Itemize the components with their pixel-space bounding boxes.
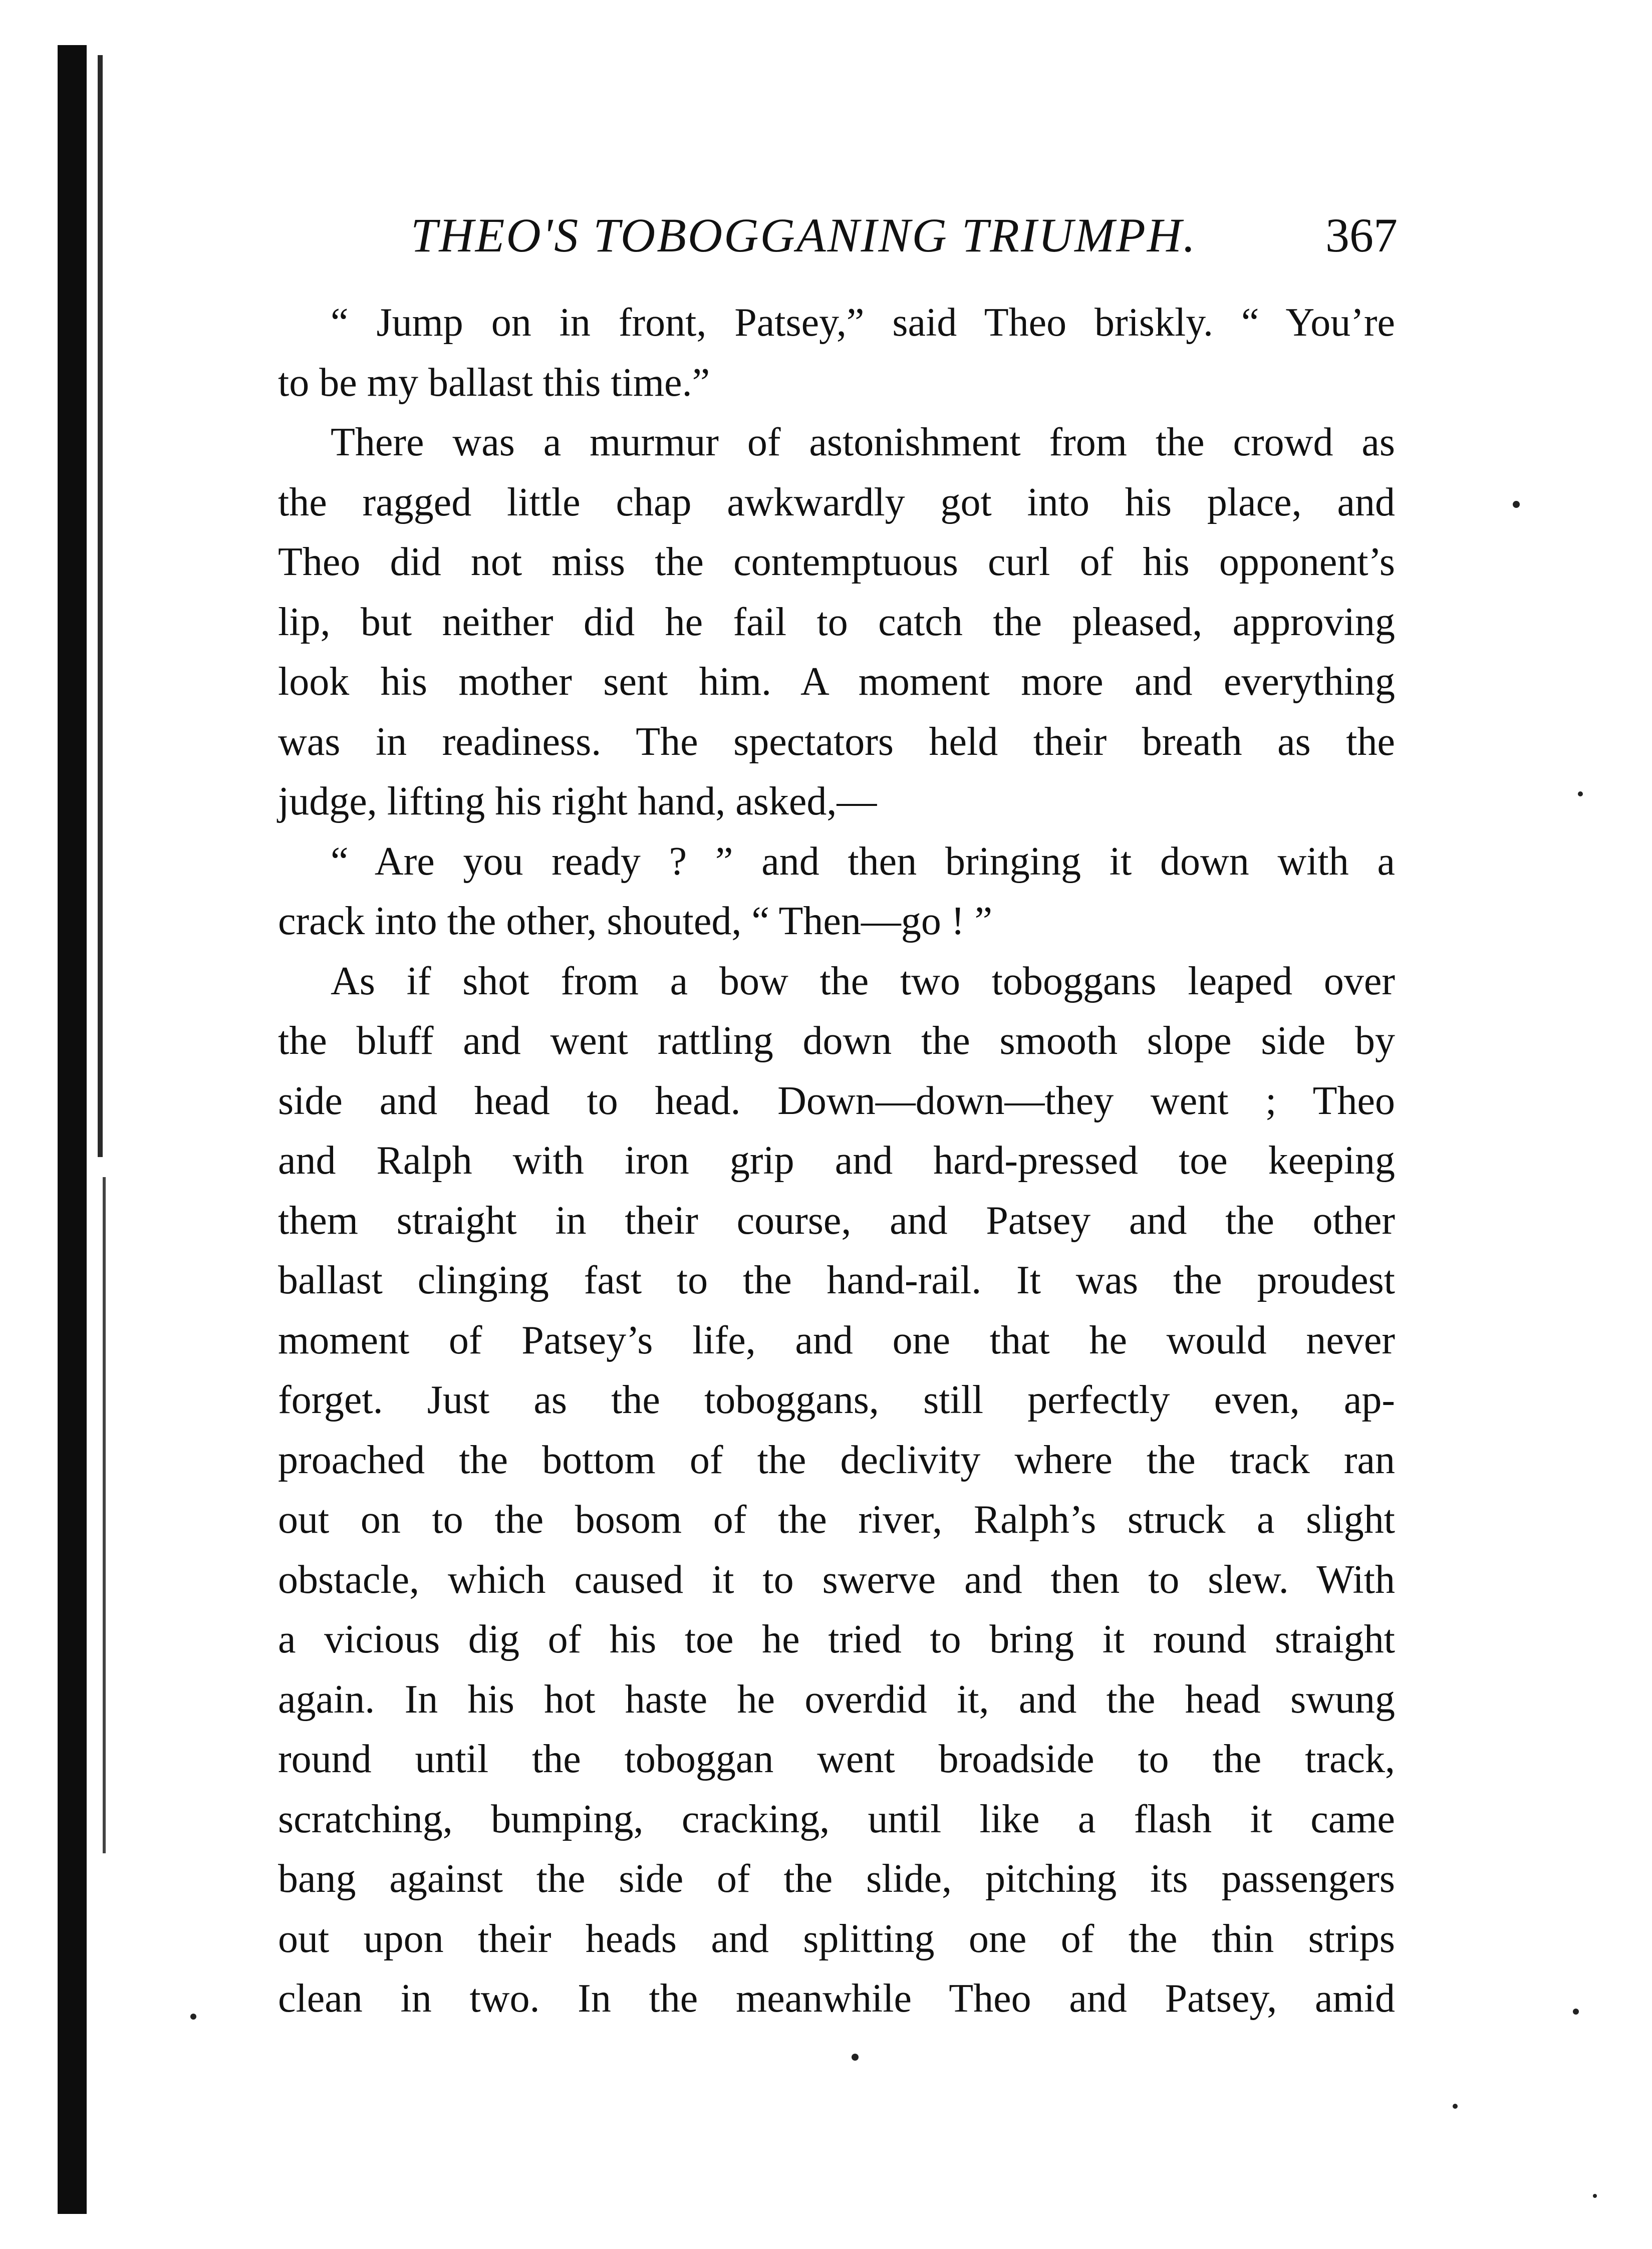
text-line: a vicious dig of his toe he tried to bring it round straight — [278, 1617, 1395, 1661]
text-line: judge, lifting his right hand, asked,— — [278, 779, 877, 823]
text-line: moment of Patsey’s life, and one that he would never — [278, 1318, 1395, 1362]
text-line: “ Jump on in front, Patsey,” said Theo briskly. “ You’re — [331, 301, 1395, 345]
text-line: and Ralph with iron grip and hard-pressed toe keeping — [278, 1139, 1395, 1183]
scan-speck — [1453, 2104, 1458, 2109]
text-line: out on to the bosom of the river, Ralph’s struck a slight — [278, 1498, 1395, 1542]
text-line: As if shot from a bow the two toboggans leaped over — [331, 959, 1395, 1003]
page-number: 367 — [1325, 208, 1398, 262]
scan-speck — [1593, 2194, 1597, 2198]
scan-speck — [190, 2014, 196, 2020]
text-line: again. In his hot haste he overdid it, and the head swung — [278, 1677, 1395, 1722]
page-binding-line — [98, 55, 103, 1157]
text-line: ballast clinging fast to the hand-rail. It was the proudest — [278, 1258, 1395, 1302]
scan-speck — [1578, 791, 1583, 796]
text-line: lip, but neither did he fail to catch the pleased, approving — [278, 600, 1395, 644]
text-line: proached the bottom of the declivity where the track ran — [278, 1438, 1395, 1482]
running-head — [281, 200, 1398, 270]
text-line: was in readiness. The spectators held their breath as the — [278, 719, 1395, 764]
running-title: THEO'S TOBOGGANING TRIUMPH. — [411, 208, 1197, 262]
page-binding-line-lower — [103, 1177, 106, 1853]
text-line: crack into the other, shouted, “ Then—go ! ” — [278, 899, 992, 943]
text-line: side and head to head. Down—down—they went ; Theo — [278, 1078, 1395, 1123]
text-line: bang against the side of the slide, pitching its passengers — [278, 1857, 1395, 1901]
text-line: obstacle, which caused it to swerve and then to slew. With — [278, 1557, 1395, 1602]
text-line: round until the toboggan went broadside to the track, — [278, 1737, 1395, 1781]
scan-speck — [852, 2054, 859, 2061]
text-line: forget. Just as the toboggans, still perfectly even, ap- — [278, 1378, 1395, 1422]
text-line: Theo did not miss the contemptuous curl of his opponent’s — [278, 540, 1395, 584]
text-line: to be my ballast this time.” — [278, 360, 710, 405]
text-line: them straight in their course, and Patsey and the other — [278, 1198, 1395, 1243]
scan-speck — [1573, 2009, 1579, 2015]
text-line: look his mother sent him. A moment more and everything — [278, 660, 1395, 704]
text-line: There was a murmur of astonishment from the crowd as — [331, 420, 1395, 464]
text-line: scratching, bumping, cracking, until like a flash it came — [278, 1797, 1395, 1841]
text-line: clean in two. In the meanwhile Theo and Patsey, amid — [278, 1977, 1395, 2021]
text-line: out upon their heads and splitting one of the thin strips — [278, 1916, 1395, 1961]
page-binding-shadow — [58, 45, 87, 2214]
text-line: the ragged little chap awkwardly got into his place, and — [278, 480, 1395, 524]
text-line: “ Are you ready ? ” and then bringing it down with a — [331, 839, 1395, 884]
scan-speck — [1513, 501, 1520, 508]
text-line: the bluff and went rattling down the smooth slope side by — [278, 1019, 1395, 1063]
body-text — [278, 293, 1395, 2029]
